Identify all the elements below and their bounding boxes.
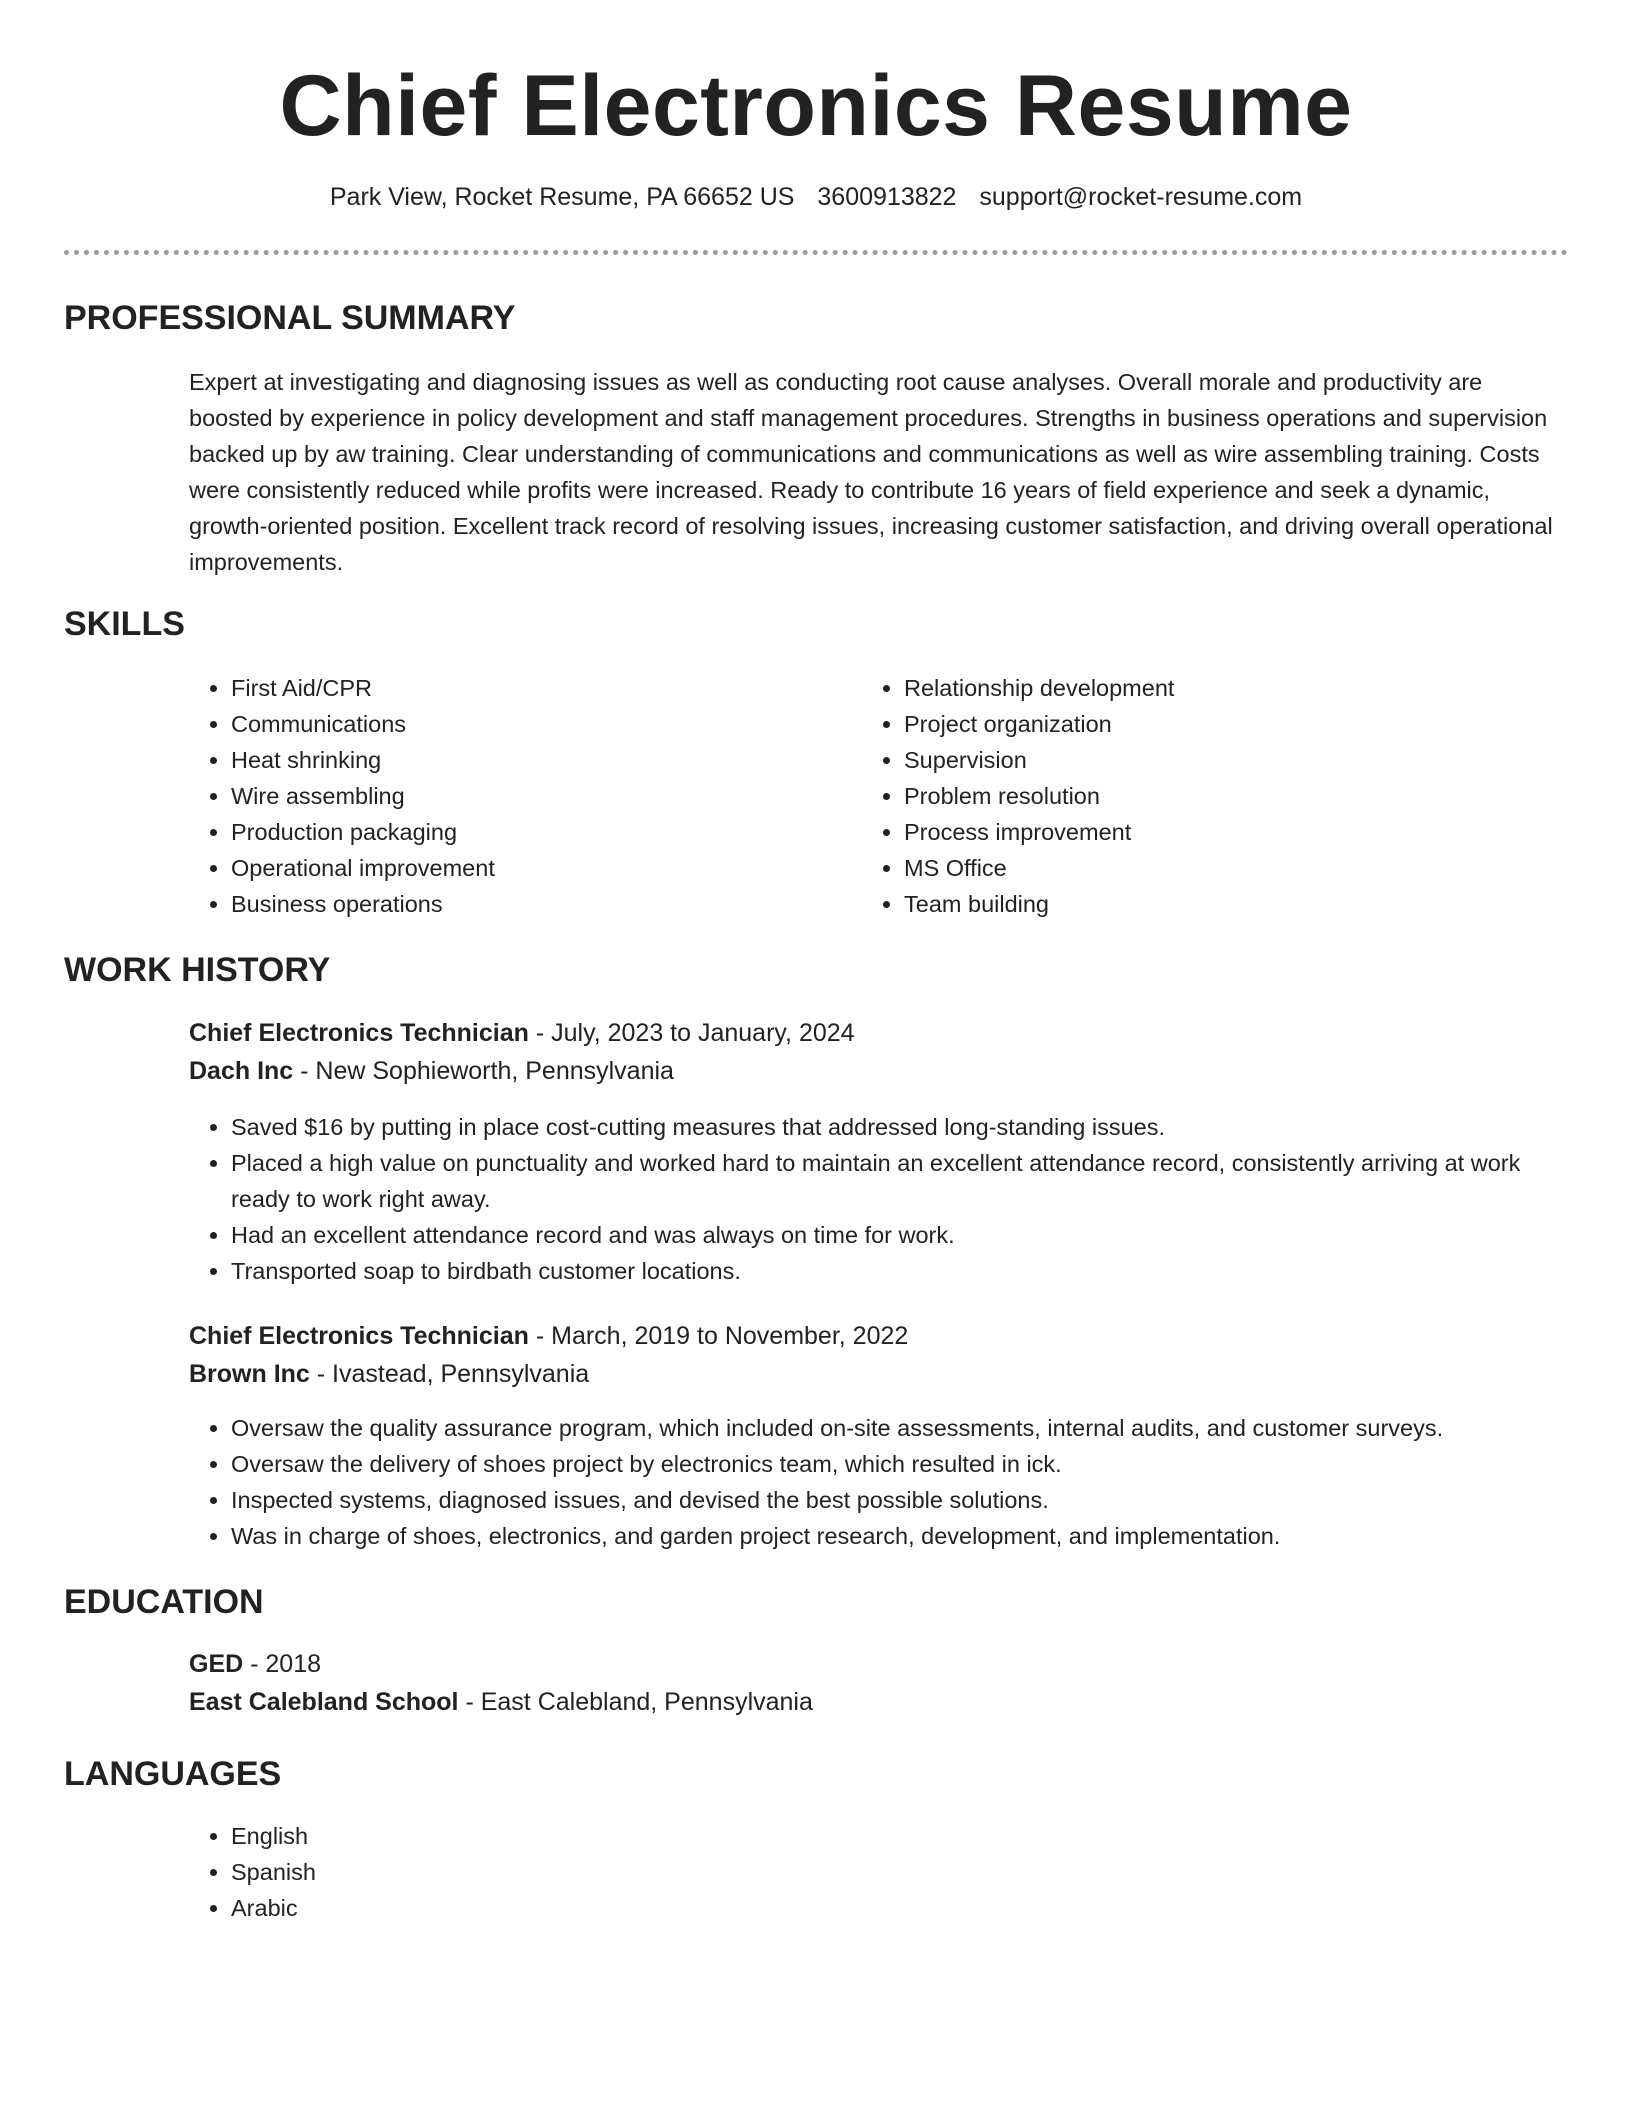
work-history-heading: WORK HISTORY: [64, 951, 331, 989]
skill-item: • Business operations: [231, 886, 831, 922]
languages-list: [187, 1818, 831, 1926]
skills-heading: SKILLS: [64, 605, 185, 643]
education-degree-line: [189, 1646, 321, 1682]
education-year: - 2018: [243, 1650, 322, 1678]
job-bullet: • Saved $16 by putting in place cost-cutting measures that addressed long-standing issues.: [231, 1109, 1581, 1145]
skill-item: • Project organization: [904, 706, 1544, 742]
skill-item: • Operational improvement: [231, 850, 831, 886]
job-bullet: • Was in charge of shoes, electronics, and garden project research, development, and implementation.: [231, 1518, 1581, 1554]
job-dates: - July, 2023 to January, 2024: [528, 1019, 855, 1047]
job-location: - New Sophieworth, Pennsylvania: [293, 1057, 674, 1085]
education-location: - East Calebland, Pennsylvania: [458, 1688, 813, 1716]
header-divider: [64, 250, 1568, 255]
resume-title: Chief Electronics Resume: [279, 58, 1353, 154]
language-item: • English: [231, 1818, 831, 1854]
skill-item: • Process improvement: [904, 814, 1544, 850]
job-company: Dach Inc: [189, 1057, 294, 1085]
skill-item: • Problem resolution: [904, 778, 1544, 814]
job-company-line: [189, 1053, 674, 1089]
skill-item: • Wire assembling: [231, 778, 831, 814]
contact-phone: 3600913822: [817, 183, 957, 211]
job-bullet: • Had an excellent attendance record and was always on time for work.: [231, 1217, 1581, 1253]
job-bullets: [187, 1410, 1581, 1554]
job-title-line: [189, 1318, 908, 1354]
skill-item: • Communications: [231, 706, 831, 742]
job-title-line: [189, 1015, 855, 1051]
education-degree: GED: [189, 1650, 244, 1678]
education-school-line: [189, 1684, 813, 1720]
skill-item: • First Aid/CPR: [231, 670, 831, 706]
job-bullet: • Placed a high value on punctuality and worked hard to maintain an excellent attendance record, consistently arriving at work ready to work right away.: [231, 1145, 1581, 1217]
job-dates: - March, 2019 to November, 2022: [528, 1322, 909, 1350]
job-company-line: [189, 1356, 589, 1392]
skills-list-right: [860, 670, 1544, 922]
skills-list-left: [187, 670, 831, 922]
skill-item: • Heat shrinking: [231, 742, 831, 778]
skill-item: • Team building: [904, 886, 1544, 922]
job-role: Chief Electronics Technician: [189, 1322, 529, 1350]
job-location: - Ivastead, Pennsylvania: [309, 1360, 590, 1388]
skill-item: • Relationship development: [904, 670, 1544, 706]
job-bullet: • Oversaw the quality assurance program, which included on-site assessments, internal audits, and customer surveys.: [231, 1410, 1581, 1446]
job-bullet: • Oversaw the delivery of shoes project by electronics team, which resulted in ick.: [231, 1446, 1581, 1482]
language-item: • Arabic: [231, 1890, 831, 1926]
job-bullet: • Inspected systems, diagnosed issues, and devised the best possible solutions.: [231, 1482, 1581, 1518]
job-role: Chief Electronics Technician: [189, 1019, 529, 1047]
education-school: East Calebland School: [189, 1688, 459, 1716]
summary-heading: PROFESSIONAL SUMMARY: [64, 299, 516, 337]
skill-item: • MS Office: [904, 850, 1544, 886]
job-bullets: [187, 1109, 1581, 1289]
contact-line: [0, 180, 1632, 214]
skill-item: • Supervision: [904, 742, 1544, 778]
job-company: Brown Inc: [189, 1360, 310, 1388]
contact-email: support@rocket-resume.com: [979, 183, 1303, 211]
contact-address: Park View, Rocket Resume, PA 66652 US: [329, 183, 795, 211]
job-bullet: • Transported soap to birdbath customer locations.: [231, 1253, 1581, 1289]
summary-text: Expert at investigating and diagnosing issues as well as conducting root cause analyses. Overall morale and productivity are boosted by experience in policy development and staff management procedures. Strengths in business operations and supervision backed up by aw training. Clear understanding of communications and communications as well as wire assembling training. Costs were consistently reduced while profits were increased. Ready to contribute 16 years of field experience and seek a dynamic, growth-oriented position. Excellent track record of resolving issues, increasing customer satisfaction, and driving overall operational improvements.: [189, 369, 1553, 575]
education-heading: EDUCATION: [64, 1583, 264, 1621]
skill-item: • Production packaging: [231, 814, 831, 850]
languages-heading: LANGUAGES: [64, 1755, 282, 1793]
language-item: • Spanish: [231, 1854, 831, 1890]
